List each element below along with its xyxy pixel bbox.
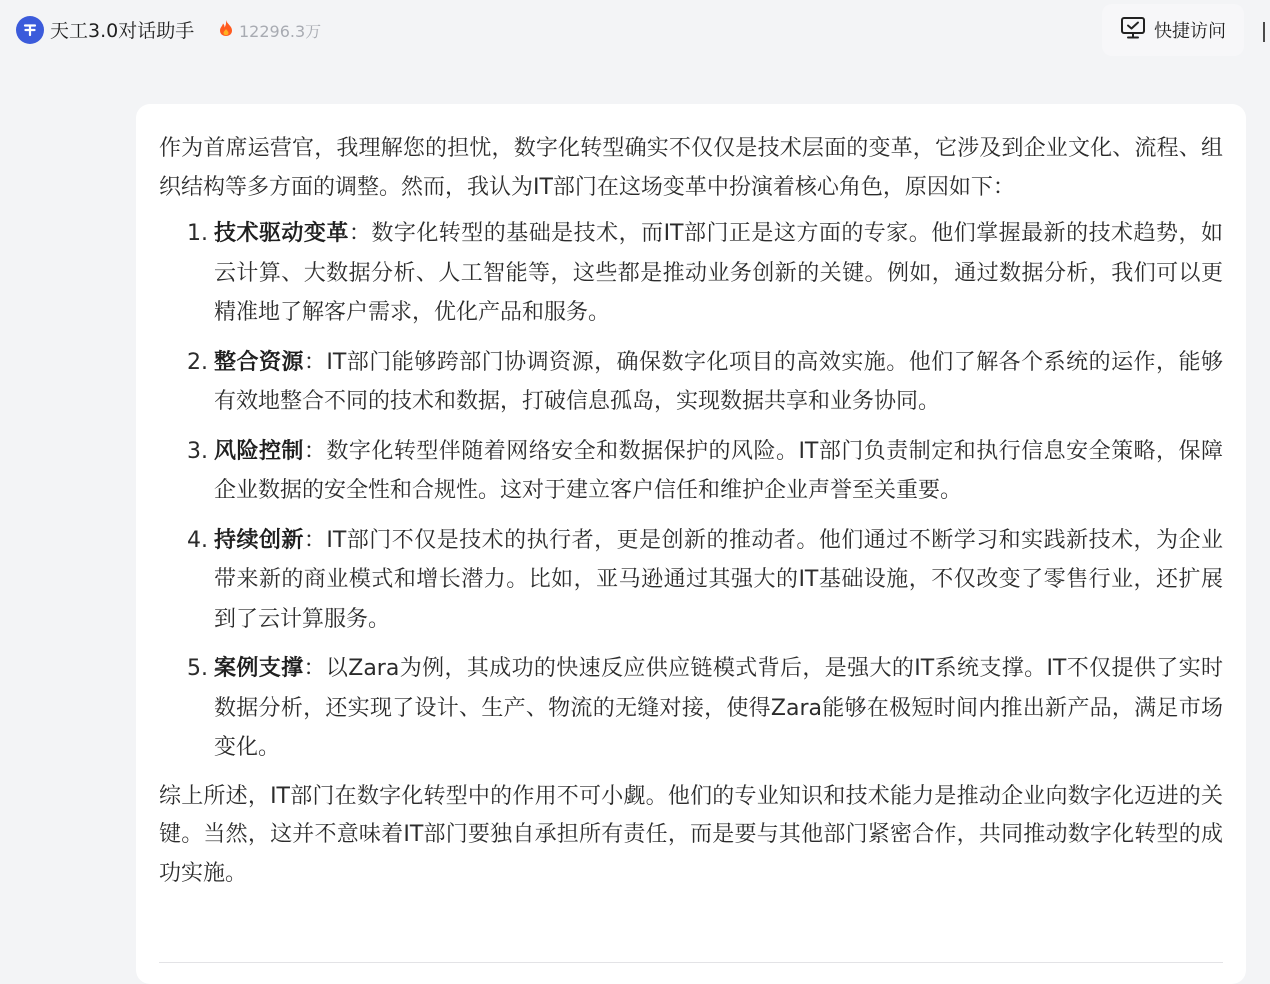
monitor-check-icon [1120,16,1146,44]
list-item-text: 数字化转型的基础是技术，而IT部门正是这方面的专家。他们掌握最新的技术趋势，如云计算、大数据分析、人工智能等，这些都是推动业务创新的关键。例如，通过数据分析，我们可以更精准地了解客户需求，优化产品和服务。 [214,221,1223,325]
list-item-text: 以Zara为例，其成功的快速反应供应链模式背后，是强大的IT系统支撑。IT不仅提供了实时数据分析，还实现了设计、生产、物流的无缝对接，使得Zara能够在极短时间内推出新产品，满足市场变化。 [214,656,1223,760]
list-item-text: 数字化转型伴随着网络安全和数据保护的风险。IT部门负责制定和执行信息安全策略，保障企业数据的安全性和合规性。这对于建立客户信任和维护企业声誉至关重要。 [214,438,1223,503]
message-content [159,130,1223,893]
list-item [159,649,1223,768]
list-item-title: 案例支撑 [214,656,304,681]
list-item [159,521,1223,640]
list-item-number: 5. [187,656,208,681]
list-item-text: IT部门不仅是技术的执行者，更是创新的推动者。他们通过不断学习和实践新技术，为企业带来新的商业模式和增长潜力。比如，亚马逊通过其强大的IT基础设施，不仅改变了零售行业，还扩展到了云计算服务。 [214,527,1223,632]
reason-list [159,214,1223,768]
app-logo-icon[interactable] [16,16,44,44]
list-item [159,343,1223,422]
app-title[interactable]: 天工3.0对话助手 [50,20,195,42]
message-summary: 综上所述，IT部门在数字化转型中的作用不可小觑。他们的专业知识和技术能力是推动企业向数字化迈进的关键。当然，这并不意味着IT部门要独自承担所有责任，而是要与其他部门紧密合作，共同推动数字化转型的成功实施。 [159,783,1223,886]
list-item-separator: ： [303,527,327,553]
list-item-separator: ： [303,349,327,375]
top-bar [0,0,1270,62]
edge-divider [1263,22,1265,42]
list-item-title: 持续创新 [214,527,304,553]
list-item [159,432,1223,511]
heat-indicator [218,18,321,42]
list-item-separator: ： [303,438,327,464]
list-item-separator: ： [348,221,372,246]
list-item [159,214,1223,333]
list-item-separator: ： [303,656,326,681]
list-item-number: 3. [187,438,208,464]
divider [159,962,1223,963]
list-item-number: 2. [187,349,208,375]
fire-icon [218,19,234,41]
heat-count: 12296.3万 [239,21,322,41]
list-item-text: IT部门能够跨部门协调资源，确保数字化项目的高效实施。他们了解各个系统的运作，能够有效地整合不同的技术和数据，打破信息孤岛，实现数据共享和业务协同。 [214,349,1223,414]
message-intro: 作为首席运营官，我理解您的担忧，数字化转型确实不仅仅是技术层面的变革，它涉及到企业文化、流程、组织结构等多方面的调整。然而，我认为IT部门在这场变革中扮演着核心角色，原因如下： [159,136,1223,200]
list-item-title: 整合资源 [214,349,304,375]
quick-access-button[interactable] [1102,4,1244,56]
list-item-number: 1. [187,221,208,246]
list-item-number: 4. [187,527,208,553]
list-item-title: 技术驱动变革 [214,221,349,246]
list-item-title: 风险控制 [214,438,304,464]
quick-access-label: 快捷访问 [1154,21,1226,42]
